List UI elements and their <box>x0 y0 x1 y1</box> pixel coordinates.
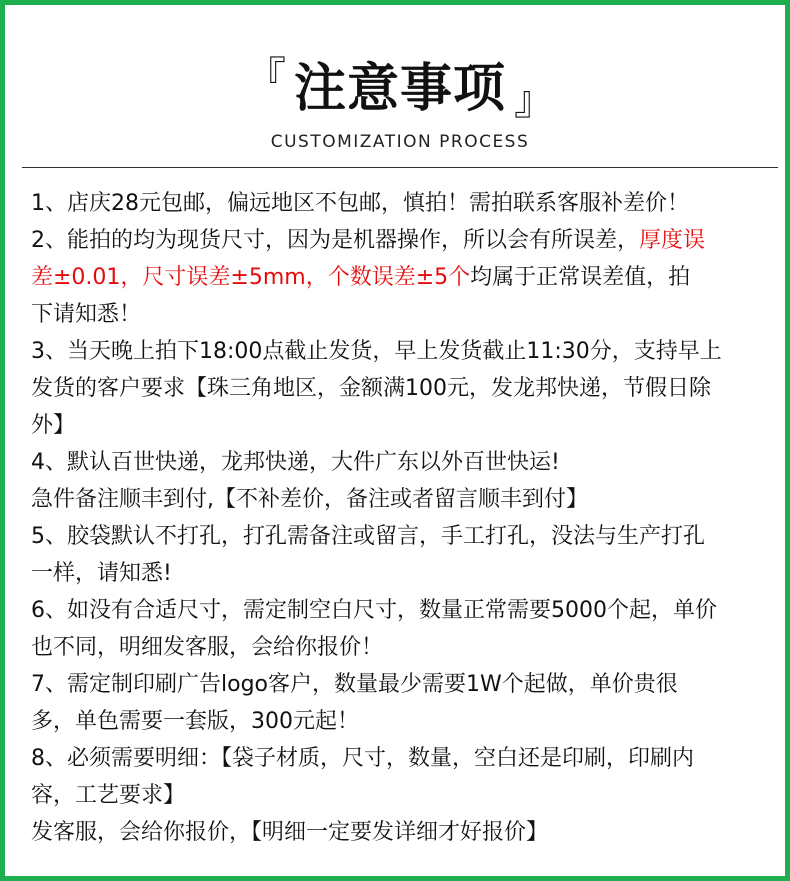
note-line-16 <box>31 740 775 777</box>
note-line-9 <box>31 481 775 518</box>
note-text: 一样，请知悉! <box>31 561 172 586</box>
note-line-18 <box>31 814 775 851</box>
title-row <box>245 54 554 124</box>
note-text: 容，工艺要求】 <box>31 783 186 808</box>
note-line-17 <box>31 777 775 814</box>
note-line-15 <box>31 703 775 740</box>
note-text: 2、能拍的均为现货尺寸，因为是机器操作，所以会有所误差， <box>31 228 639 253</box>
note-line-11 <box>31 555 775 592</box>
corner-bracket-open: 『 <box>245 54 286 100</box>
page-title: 注意事项 <box>293 59 506 119</box>
note-text: 下请知悉！ <box>31 302 142 327</box>
note-text: 6、如没有合适尺寸，需定制空白尺寸，数量正常需要5000个起，单价 <box>31 598 717 623</box>
title-area <box>5 54 790 124</box>
note-text: 4、默认百世快递，龙邦快递，大件广东以外百世快运! <box>31 450 560 475</box>
note-text: 急件备注顺丰到付,【不补差价，备注或者留言顺丰到付】 <box>31 487 588 512</box>
note-text: 多，单色需要一套版，300元起！ <box>31 709 359 734</box>
note-line-7 <box>31 407 775 444</box>
title-divider <box>22 167 778 168</box>
note-text: 外】 <box>31 413 76 438</box>
corner-bracket-close: 』 <box>514 78 554 124</box>
note-line-13 <box>31 629 775 666</box>
note-text: 也不同，明细发客服，会给你报价！ <box>31 635 384 660</box>
note-text: 8、必须需要明细：【袋子材质，尺寸，数量，空白还是印刷，印刷内 <box>31 746 694 771</box>
note-line-14 <box>31 666 775 703</box>
note-line-12 <box>31 592 775 629</box>
page-subtitle: CUSTOMIZATION PROCESS <box>270 132 530 152</box>
note-line-2 <box>31 222 775 259</box>
note-text: 1、店庆28元包邮，偏远地区不包邮，慎拍！需拍联系客服补差价！ <box>31 191 689 216</box>
highlight-text: 差±0.01，尺寸误差±5mm，个数误差±5个 <box>31 265 471 290</box>
note-text: 5、胶袋默认不打孔，打孔需备注或留言，手工打孔，没法与生产打孔 <box>31 524 705 549</box>
note-line-8 <box>31 444 775 481</box>
note-text: 7、需定制印刷广告logo客户，数量最少需要1W个起做，单价贵很 <box>31 672 678 697</box>
note-line-4 <box>31 296 775 333</box>
note-line-10 <box>31 518 775 555</box>
note-text: 发客服，会给你报价，【明细一定要发详细才好报价】 <box>31 820 549 845</box>
note-line-6 <box>31 370 775 407</box>
highlight-text: 厚度误 <box>639 228 706 253</box>
note-line-5 <box>31 333 775 370</box>
note-line-1 <box>31 185 775 222</box>
note-line-3 <box>31 259 775 296</box>
note-text: 均属于正常误差值，拍 <box>470 265 691 290</box>
note-text: 3、当天晚上拍下18:00点截止发货，早上发货截止11:30分，支持早上 <box>31 339 722 364</box>
note-text: 发货的客户要求【珠三角地区，金额满100元，发龙邦快递，节假日除 <box>31 376 711 401</box>
notes-list <box>31 185 775 851</box>
